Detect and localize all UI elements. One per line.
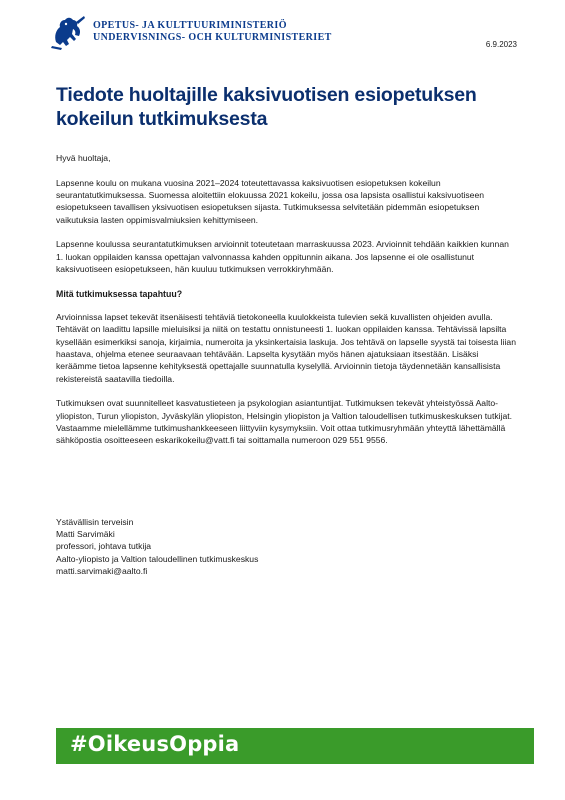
body-paragraph: Lapsenne koulu on mukana vuosina 2021–2024 toteutettavassa kaksivuotisen esiopetuksen kokeilun seurantatutkimuksessa. Suomessa aloitettiin elokuussa 2021 kokeilu, jossa osa lapsista osallistui kaksivuotiseen esiopetukseen tavallisen yksivuotisen esiopetuksen sijasta. Tutkimuksessa selvitetään pidemmän esiopetuksen vaikutuksia lasten oppimisvalmiuksien kehittymiseen.	[56, 177, 485, 225]
document-body	[56, 152, 516, 459]
body-paragraph: Lapsenne koulussa seurantatutkimuksen arvioinnit toteutetaan marraskuussa 2023. Arvioinnit tehdään kaikkien kunnan 1. luokan oppilaiden kanssa opettajan valvonnassa kahden oppitunnin aikana. Jos lapsenne ei ole osallistunut kaksivuotiseen esiopetukseen, hän kuuluu tutkimuksen verrokkiryhmään.	[56, 239, 509, 275]
document-header	[48, 12, 517, 52]
ministry-name	[93, 20, 332, 44]
document-title: Tiedote huoltajille kaksivuotisen esiopetuksen kokeilun tutkimuksesta	[56, 84, 477, 130]
hashtag-text: #OikeusOppia	[70, 732, 240, 756]
greeting: Hyvä huoltaja,	[56, 153, 111, 163]
section-paragraph: Arvioinnissa lapset tekevät itsenäisesti tehtäviä tietokoneella kuulokkeista tulevien sekä kuvallisten ohjeiden avulla. Tehtävät on laadittu lapsille mieluisiksi ja niitä on testattu onnistuneesti 1. luokan oppilaiden kanssa. Tehtävissä lapsilta kysellään esimerkiksi sanoja, kirjaimia, numeroita ja yksinkertaisia laskuja. Jos tehtävä on lapselle syystä tai toisesta liian haastava, ohjelma etenee seuraavaan tehtävään. Lapselta kysytään myös hänen ajatuksiaan itsestään. Lisäksi keräämme tietoa lapsenne kehityksestä opettajalle suunnatulla kyselyllä. Arvioinnin tietoja täydennetään kansallisista rekistereistä saatavilla tiedoilla.	[56, 312, 516, 384]
ministry-name-finnish: OPETUS- JA KULTTUURIMINISTERIÖ	[93, 20, 287, 31]
signature-affiliation: Aalto-yliopisto ja Valtion taloudellinen tutkimuskeskus	[56, 553, 259, 564]
signature-email: matti.sarvimaki@aalto.fi	[56, 565, 148, 576]
signature-name: Matti Sarvimäki	[56, 529, 115, 540]
hashtag-banner	[56, 728, 534, 764]
signature-block	[56, 516, 258, 577]
ministry-name-swedish: UNDERVISNINGS- OCH KULTURMINISTERIET	[93, 32, 332, 43]
document-date: 6.9.2023	[485, 40, 517, 49]
signature-role: professori, johtava tutkija	[56, 541, 152, 552]
signature-closing: Ystävällisin terveisin	[56, 517, 134, 527]
finnish-lion-crest-icon	[48, 12, 88, 52]
section-paragraph: Tutkimuksen ovat suunnitelleet kasvatustieteen ja psykologian asiantuntijat. Tutkimuksen tekevät yhteistyössä Aalto-yliopiston, Turun yliopiston, Jyväskylän yliopiston, Helsingin yliopiston ja Valtion taloudellisen tutkimuskeskuksen tutkijat. Vastaamme mielellämme tutkimushankkeeseen liittyviin kysymyksiin. Voit ottaa tutkimusryhmään yhteyttä lähettämällä sähköpostia osoitteeseen eskarikokeilu@vatt.fi tai soittamalla numeroon 029 551 9556.	[56, 398, 513, 446]
section-heading: Mitä tutkimuksessa tapahtuu?	[56, 288, 183, 299]
